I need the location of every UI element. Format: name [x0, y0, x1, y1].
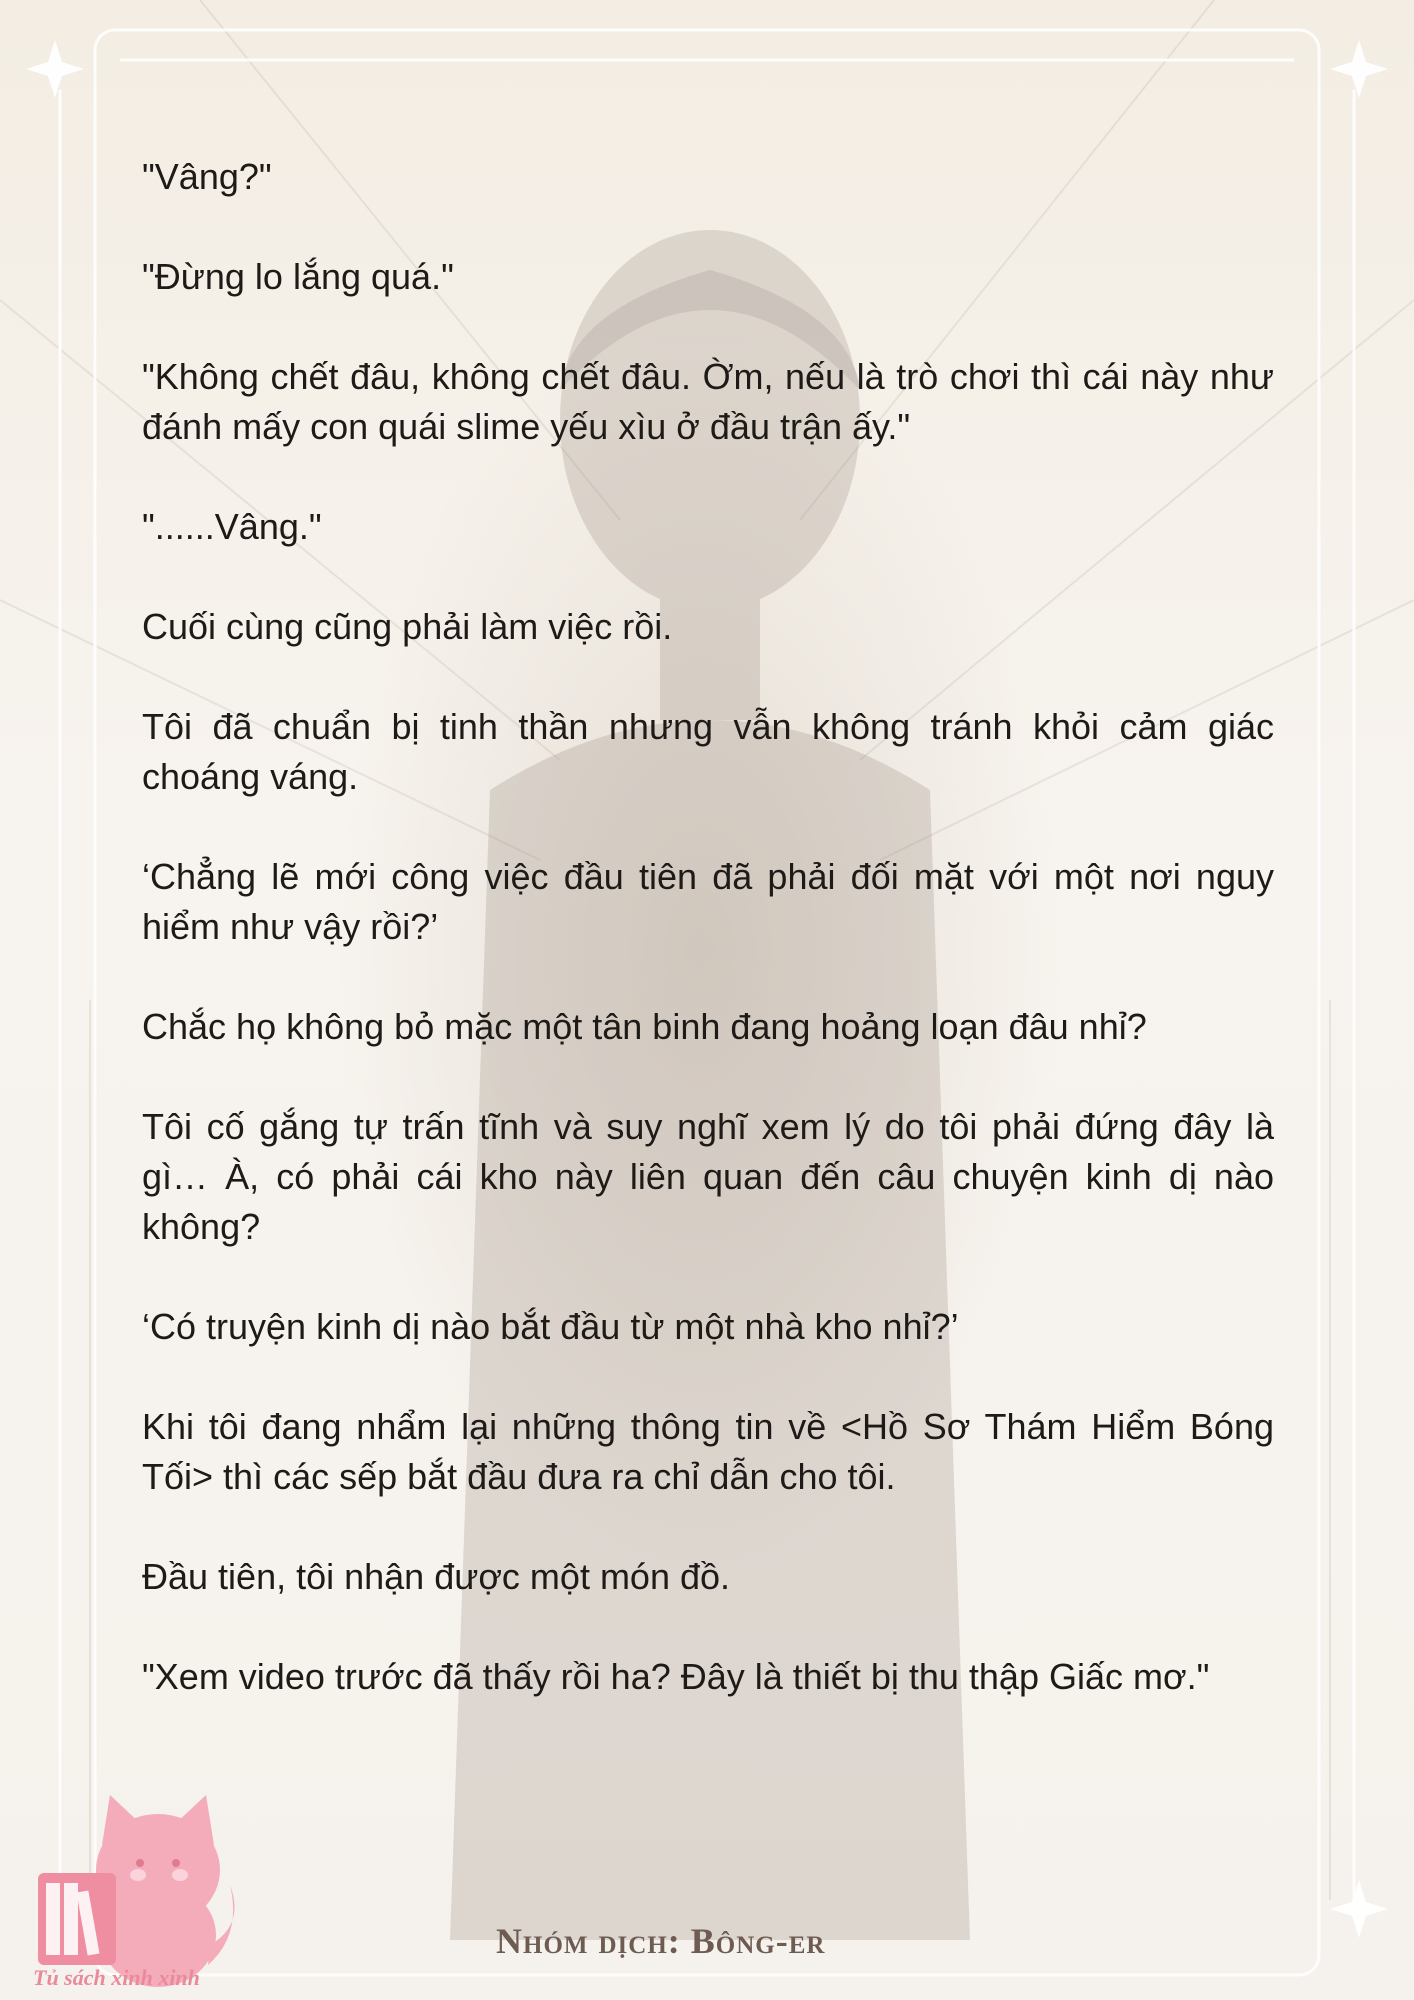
paragraph: "Đừng lo lắng quá." — [142, 256, 454, 297]
bookshelf-icon — [38, 1873, 116, 1965]
paragraph: Khi tôi đang nhẩm lại những thông tin về <Hồ Sơ Thám Hiểm Bóng Tối> thì các sếp bắt đầu đưa ra chỉ dẫn cho tôi. — [142, 1406, 1274, 1497]
paragraph: "Xem video trước đã thấy rồi ha? Đây là thiết bị thu thập Giấc mơ." — [142, 1656, 1210, 1697]
paragraph: ‘Có truyện kinh dị nào bắt đầu từ một nhà kho nhỉ?’ — [142, 1306, 959, 1347]
paragraph: ‘Chẳng lẽ mới công việc đầu tiên đã phải đối mặt với một nơi nguy hiểm như vậy rồi?’ — [142, 856, 1274, 947]
translator-credit: Nhóm dịch: Bông-er — [496, 1921, 826, 1961]
paragraph: Đầu tiên, tôi nhận được một món đồ. — [142, 1556, 731, 1597]
paragraph: Tôi cố gắng tự trấn tĩnh và suy nghĩ xem lý do tôi phải đứng đây là gì… À, có phải cái kho này liên quan đến câu chuyện kinh dị nào không? — [142, 1106, 1274, 1247]
paragraph: Chắc họ không bỏ mặc một tân binh đang hoảng loạn đâu nhỉ? — [142, 1006, 1147, 1047]
paragraph: Tôi đã chuẩn bị tinh thần nhưng vẫn không tránh khỏi cảm giác choáng váng. — [142, 706, 1274, 797]
paragraph: "Không chết đâu, không chết đâu. Ờm, nếu là trò chơi thì cái này như đánh mấy con quái slime yếu xìu ở đầu trận ấy." — [142, 356, 1274, 447]
paragraph: "......Vâng." — [142, 506, 322, 547]
logo-text: Tủ sách xinh xinh — [33, 1965, 200, 1990]
paragraph: Cuối cùng cũng phải làm việc rồi. — [142, 606, 673, 647]
paragraph: "Vâng?" — [142, 156, 272, 197]
story-text — [142, 152, 1274, 1752]
